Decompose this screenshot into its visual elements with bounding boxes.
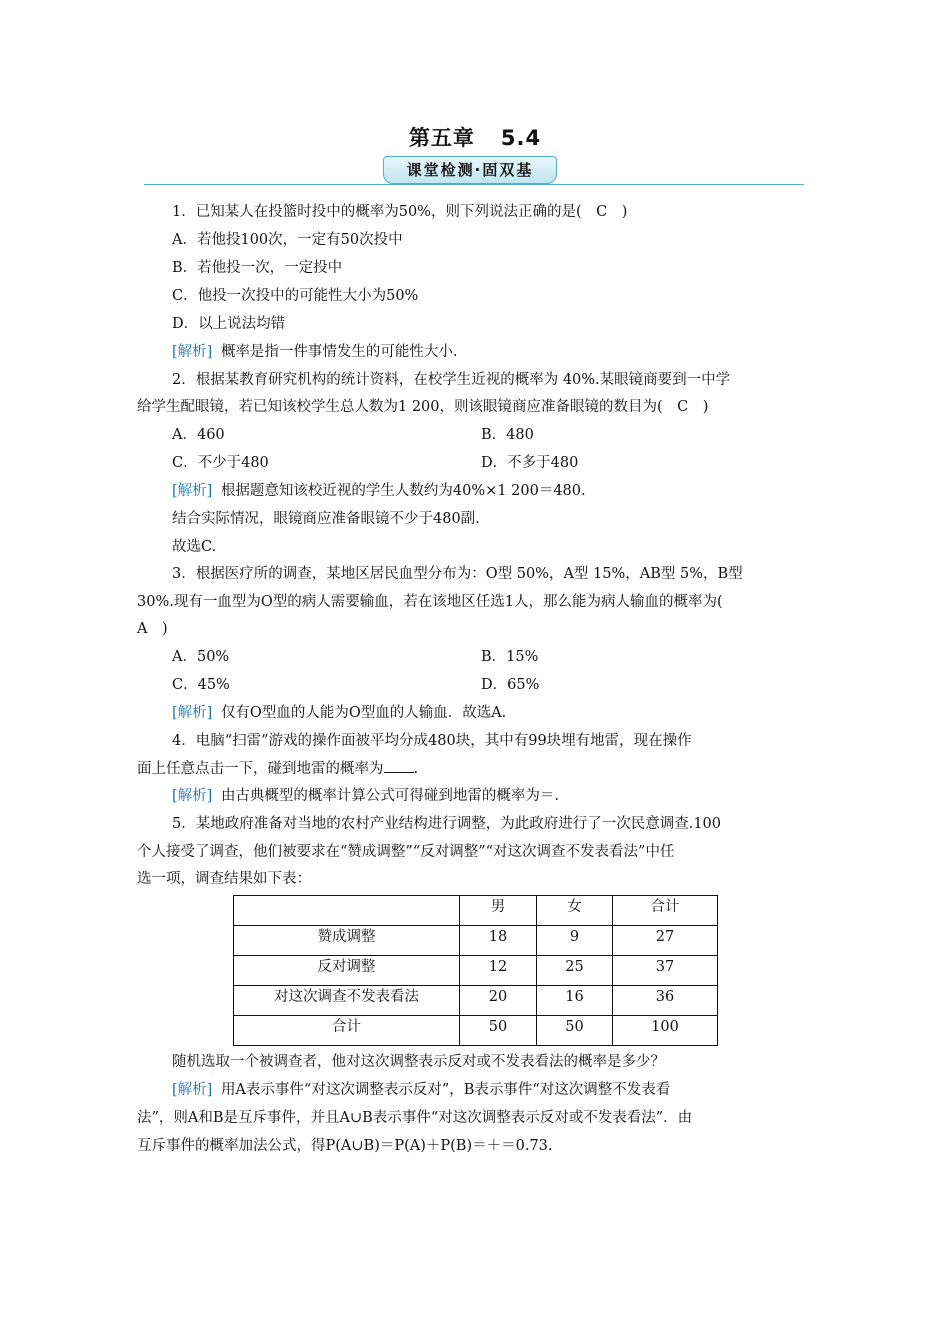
table-cell: 25 [537,956,613,986]
table-row [234,956,718,986]
analysis-tag: [解析] [172,705,213,721]
q5-stem-line3: 选一项，调查结果如下表： [137,871,311,887]
table-cell: 12 [460,956,537,986]
chapter-label: 第五章 [408,126,475,150]
q3-option-b: B．15% [481,649,539,665]
q4-analysis [172,786,852,806]
q5-analysis-text: 用A表示事件“对这次调整表示反对”，B表示事件“对这次调整不发表看 [220,1082,671,1098]
q1-option-a: A．若他投100次，一定有50次投中 [172,232,403,248]
q1-option-c: C．他投一次投中的可能性大小为50% [172,288,419,304]
q2-analysis-line3: 故选C. [172,539,217,555]
q2-stem-line2: 给学生配眼镜，若已知该校学生总人数为1 200，则该眼镜商应准备眼镜的数目为( C ) [137,399,709,415]
q3-stem-line2: 30%.现有一血型为O型的病人需要输血，若在该地区任选1人，那么能为病人输血的概率为( [137,594,723,610]
q2-analysis-text: 根据题意知该校近视的学生人数约为40%×1 200＝480. [220,483,586,499]
q3-stem-line1: 3．根据医疗所的调查，某地区居民血型分布为：O型 50%，A型 15%，AB型 5%，B型 [172,566,743,582]
table-cell: 36 [613,986,718,1016]
table-header-cell [234,896,460,926]
table-cell: 合计 [234,1016,460,1046]
q3-option-a: A．50% [172,649,230,665]
table-cell: 27 [613,926,718,956]
section-banner: 课堂检测·固双基 [383,156,557,184]
table-cell: 50 [537,1016,613,1046]
table-cell: 18 [460,926,537,956]
q2-stem-line1: 2．根据某教育研究机构的统计资料，在校学生近视的概率为 40%.某眼镜商要到一中学 [172,372,731,388]
analysis-tag: [解析] [172,788,213,804]
q5-stem-line1: 5．某地政府准备对当地的农村产业结构进行调整，为此政府进行了一次民意调查.100 [172,816,722,832]
q2-analysis-line2: 结合实际情况，眼镜商应准备眼镜不少于480副. [172,511,480,527]
answer-blank [384,758,414,773]
q1-analysis [172,342,852,362]
table-row [234,986,718,1016]
analysis-tag: [解析] [172,483,213,499]
table-header-row [234,896,718,926]
analysis-tag: [解析] [172,1082,213,1098]
table-cell: 赞成调整 [234,926,460,956]
q5-stem-line2: 个人接受了调查，他们被要求在“赞成调整”“反对调整”“对这次调查不发表看法”中任 [137,844,675,860]
analysis-tag: [解析] [172,344,213,360]
survey-table [233,895,718,1046]
table-cell: 对这次调查不发表看法 [234,986,460,1016]
q1-stem: 1．已知某人在投篮时投中的概率为50%，则下列说法正确的是( C ) [172,204,628,220]
table-cell: 100 [613,1016,718,1046]
table-header-cell: 合计 [613,896,718,926]
table-cell: 20 [460,986,537,1016]
table-header-cell: 男 [460,896,537,926]
q5-analysis [172,1080,852,1100]
q5-question: 随机选取一个被调查者，他对这次调整表示反对或不发表看法的概率是多少？ [172,1054,665,1070]
q3-analysis-text: 仅有O型血的人能为O型血的人输血．故选A. [220,705,507,721]
table-header-cell: 女 [537,896,613,926]
q3-option-c: C．45% [172,677,230,693]
q2-option-b: B．480 [481,427,534,443]
q1-option-b: B．若他投一次，一定投中 [172,260,343,276]
q3-analysis [172,703,852,723]
q4-analysis-text: 由古典概型的概率计算公式可得碰到地雷的概率为＝. [220,788,560,804]
q2-analysis [172,481,852,501]
q4-stem-line1: 4．电脑“扫雷”游戏的操作面被平均分成480块，其中有99块埋有地雷，现在操作 [172,733,692,749]
table-cell: 16 [537,986,613,1016]
table-cell: 反对调整 [234,956,460,986]
section-number: 5.4 [500,126,542,150]
table-row [234,1016,718,1046]
table-cell: 9 [537,926,613,956]
q3-option-d: D．65% [481,677,540,693]
q4-stem-text: 面上任意点击一下，碰到地雷的概率为 [137,761,384,777]
q5-analysis-line3: 互斥事件的概率加法公式，得P(A∪B)＝P(A)＋P(B)＝＋＝0.73. [137,1138,553,1154]
q1-analysis-text: 概率是指一件事情发生的可能性大小. [220,344,458,360]
q5-analysis-line2: 法”，则A和B是互斥事件，并且A∪B表示事件“对这次调整表示反对或不发表看法”．由 [137,1110,693,1126]
q2-option-c: C．不少于480 [172,455,269,471]
table-row [234,926,718,956]
q4-stem-line2 [137,758,817,779]
q3-stem-line3: A ) [137,621,168,637]
header-divider [144,184,804,185]
q1-option-d: D．以上说法均错 [172,316,286,332]
chapter-title [0,122,950,152]
q4-stem-end: . [413,761,419,777]
table-cell: 50 [460,1016,537,1046]
q2-option-a: A．460 [172,427,225,443]
table-cell: 37 [613,956,718,986]
q2-option-d: D．不多于480 [481,455,579,471]
